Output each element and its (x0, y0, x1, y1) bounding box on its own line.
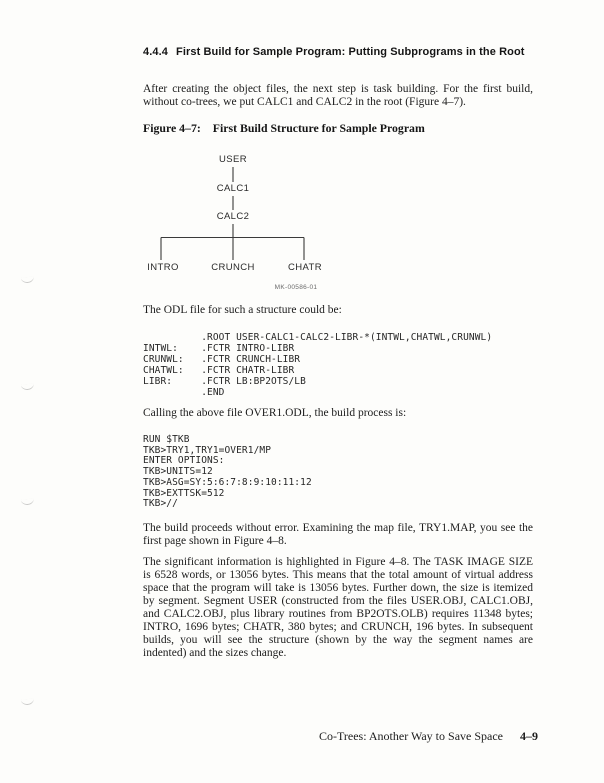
code-line: TKB>TRY1,TRY1=OVER1/MP (143, 444, 272, 456)
figure-caption (143, 122, 533, 135)
tree-connector-lines (143, 152, 533, 300)
code-line: .END (143, 387, 225, 398)
footer-chapter-title: Co-Trees: Another Way to Save Space (318, 729, 503, 743)
code-line: TKB>// (143, 498, 178, 510)
paragraph-after-build: The build proceeds without error. Examining the map file, TRY1.MAP, you see the first page shown in Figure 4–8. (143, 522, 533, 547)
margin-scan-mark (21, 276, 34, 283)
code-line: TKB>EXTTSK=512 (143, 487, 225, 499)
section-number: 4.4.4 (143, 46, 168, 58)
footer-page-number: 4–9 (520, 729, 538, 743)
margin-scan-mark (21, 383, 34, 390)
section-title: First Build for Sample Program: Putting Subprograms in the Root (176, 46, 525, 58)
tree-node-calc2: CALC2 (216, 211, 250, 222)
figure-tree-diagram (143, 152, 533, 300)
tree-node-intro: INTRO (147, 262, 179, 273)
paragraph-odl-intro: The ODL file for such a structure could be: (143, 304, 342, 316)
code-line: .ROOT USER-CALC1-CALC2-LIBR-*(INTWL,CHATWL,CRUNWL) (143, 332, 493, 343)
code-block-odl (143, 332, 533, 398)
code-line: TKB>ASG=SY:5:6:7:8:9:10:11:12 (143, 476, 312, 488)
tree-node-chatr: CHATR (287, 262, 323, 273)
code-line: ENTER OPTIONS: (143, 455, 225, 467)
code-line: LIBR: .FCTR LB:BP2OTS/LB (143, 376, 306, 387)
figure-caption-label: Figure 4–7: (143, 121, 201, 135)
code-line: CHATWL: .FCTR CHATR-LIBR (143, 365, 295, 376)
code-block-build (143, 435, 533, 510)
section-heading (143, 46, 533, 59)
tree-node-user: USER (219, 154, 247, 165)
paragraph-build-intro: Calling the above file OVER1.ODL, the build process is: (143, 407, 407, 419)
code-line: CRUNWL: .FCTR CRUNCH-LIBR (143, 354, 301, 365)
tree-node-calc1: CALC1 (216, 183, 250, 194)
tree-node-crunch: CRUNCH (211, 262, 255, 273)
figure-id-label: MK-00586-01 (274, 284, 318, 291)
code-line: RUN $TKB (143, 434, 190, 445)
paragraph-intro: After creating the object files, the next step is task building. For the first build, without co-trees, we put CALC1 and CALC2 in the root (Figure 4–7). (143, 83, 533, 108)
code-line: TKB>UNITS=12 (143, 466, 213, 478)
paragraph-analysis: The significant information is highlighted in Figure 4–8. The TASK IMAGE SIZE is 6528 words, or 13056 bytes. This means that the total amount of virtual address space that the program will take is 13056 bytes. Further down, the size is itemized by segment. Segment USER (constructed from the files USER.OBJ, CALC1.OBJ, and CALC2.OBJ, plus library routines from BP2OTS.OLB) requires 11348 bytes; INTRO, 1696 bytes; CHATR, 380 bytes; and CRUNCH, 196 bytes. In subsequent builds, you will see the structure (shown by the way the segment names are indented) and the sizes change. (143, 556, 533, 659)
margin-scan-mark (21, 698, 34, 705)
page-footer (143, 729, 538, 744)
code-line: INTWL: .FCTR INTRO-LIBR (143, 343, 295, 354)
figure-caption-title: First Build Structure for Sample Program (212, 121, 425, 135)
margin-scan-mark (21, 498, 34, 505)
